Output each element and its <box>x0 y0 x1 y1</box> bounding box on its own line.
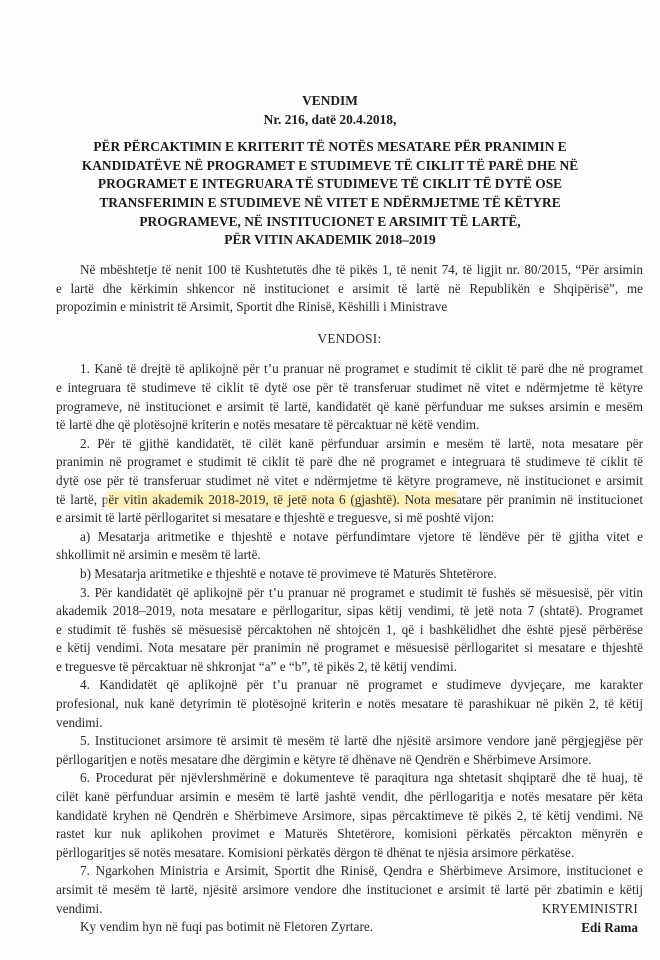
text-line: e arsimit të lartë përllogaritet si mesatare e thjeshtë e treguesve, si më poshtë vijon: <box>56 510 495 526</box>
highlighted-line <box>56 491 643 510</box>
signatory-title: KRYEMINISTRI <box>541 901 638 916</box>
text-line: e lartë dhe kërkimin shkencor në institucionet e arsimit të lartë në Republikën e Shqipërisë”, me <box>56 280 643 296</box>
text-line: 7. Ngarkohen Ministria e Arsimit, Sportit dhe Rinisë, Qendra e Shërbimeve Arsimore, institucionet e <box>80 863 643 879</box>
text-line: kandidatë kryhen në Qendrën e Shërbimeve Arsimore, sipas përcaktimeve të pikës 2, të këtij vendimi. Në <box>56 807 643 823</box>
text-segment: të lartë, p <box>56 491 109 507</box>
decision-header <box>40 92 620 250</box>
text-line: pranimin në programet e studimit të ciklit të parë dhe në programet e integruara të studimeve të ciklit të <box>56 454 643 470</box>
text-line: dytë ose për të transferuar studimet në vitet e ndërmjetme të këtyre programeve, në institucionet e arsimit <box>56 472 643 488</box>
text-line: shkollimit në arsimin e mesëm të lartë. <box>56 547 261 563</box>
text-line: 4. Kandidatët që aplikojnë për t’u pranuar në programet e studimeve dyvjeçare, me karakter <box>80 677 643 693</box>
signature-block <box>542 900 638 937</box>
text-line: Në mbështetje të nenit 100 të Kushtetutës dhe të pikës 1, të nenit 74, të ligjit nr. 80/2015, “Për arsimin <box>80 262 643 277</box>
closing-statement: Ky vendim hyn në fuqi pas botimit në Fletoren Zyrtare. <box>80 919 373 935</box>
subject-line: PROGRAMEVE, NË INSTITUCIONET E ARSIMIT TË LARTË, <box>139 213 521 229</box>
text-line: të lartë dhe që plotësojnë kriterin e notës mesatare të përcaktuar në këtë vendim. <box>56 417 480 433</box>
text-line: përllogaritjen e notës mesatare dhe dërgimin e këtyre të dhënave në Qendrën e Shërbimeve Arsimore. <box>56 751 592 767</box>
text-line: arsimit të mesëm të lartë, njësitë arsimore vendore dhe institucionet e arsimit të lartë për zbatimin e këtij <box>56 882 643 897</box>
subject-line: PËR VITIN AKADEMIK 2018–2019 <box>224 232 436 248</box>
text-line: vendimi. <box>56 714 103 730</box>
text-line: 1. Kanë të drejtë të aplikojnë për t’u pranuar në programet e studimit të ciklit të parë dhe në programet <box>80 361 643 377</box>
highlighted-text: ër vitin akademik 2018-2019, të jetë nota 6 (gjashtë). Nota mes <box>108 491 457 507</box>
text-line: a) Mesatarja aritmetike e thjeshtë e notave përfundimtare vjetore të lëndëve për të gjitha vitet e <box>80 528 643 544</box>
text-line: b) Mesatarja aritmetike e thjeshtë e notave të provimeve të Maturës Shtetërore. <box>80 565 497 581</box>
article-1 <box>56 360 643 434</box>
article-2 <box>56 435 643 584</box>
text-line: e studimit të fushës së mësuesisë përcaktohen në shtojcën 1, që i bashkëlidhet dhe është pjesë përbërëse <box>56 621 643 637</box>
text-line: e integruara të studimeve të ciklit të dytë ose për të transferuar studimet në vitet e ndërmjetme të këtyre <box>56 379 643 395</box>
subject-line: TRANSFERIMIN E STUDIMEVE NË VITET E NDËRMJETME TË KËTYRE <box>99 194 561 210</box>
article-3 <box>56 584 643 677</box>
text-line: programeve, në institucionet e arsimit të lartë, kandidatët që kanë përfunduar me sukses arsimin e mesëm <box>56 398 643 414</box>
decision-title: VENDIM <box>302 93 358 108</box>
article-6 <box>56 769 643 862</box>
subject-line: PROGRAMET E INTEGRUARA TË STUDIMEVE TË CIKLIT TË DYTË OSE <box>97 176 563 192</box>
subject-line: PËR PËRCAKTIMIN E KRITERIT TË NOTËS MESATARE PËR PRANIMIN E <box>93 139 567 155</box>
text-line: rastet kur nuk aplikohen provimet e Maturës Shtetërore, komisioni përkatës përcakton mënyrën e <box>56 826 643 842</box>
decision-number: Nr. 216, datë 20.4.2018, <box>263 111 397 127</box>
text-segment: atare për pranimin në institucionet <box>456 491 643 507</box>
article-5 <box>56 732 643 769</box>
subject-line: KANDIDATËVE NË PROGRAMET E STUDIMEVE TË CIKLIT TË PARË DHE NË <box>81 157 579 173</box>
signatory-name: Edi Rama <box>581 919 638 935</box>
preamble <box>56 261 643 317</box>
text-line: profesional, nuk kanë detyrimin të plotësojnë kriterin e notës mesatare të parashikuar në pikën 2, të këtij <box>56 696 643 712</box>
article-4 <box>56 676 643 732</box>
decision-body <box>56 261 643 937</box>
text-line: e këtij vendimi. Nota mesatare për pranimin në programet e mësuesisë përllogaritet si mesatare e thjeshtë <box>56 640 643 656</box>
text-line: akademik 2018–2019, nota mesatare e përllogaritur, sipas këtij vendimi, të jetë nota 7 (shtatë). Programet <box>56 603 643 619</box>
text-line: 2. Për të gjithë kandidatët, të cilët kanë përfunduar arsimin e mesëm të lartë, nota mesatare për <box>80 435 643 451</box>
decides-heading: VENDOSI: <box>317 330 382 346</box>
text-line: 3. Për kandidatët që aplikojnë për t’u pranuar në programet e studimit të fushës së mësuesisë, për vitin <box>80 584 643 600</box>
text-line: 6. Procedurat për njëvlershmërinë e dokumenteve të paraqitura nga shtetasit shqiptarë dhe të huaj, të <box>80 770 643 786</box>
text-line: përllogaritjes së notës mesatare. Komisioni përkatës dërgon të dhënat te njësia arsimore përkatëse. <box>56 844 575 860</box>
text-line: propozimin e ministrit të Arsimit, Sportit dhe Rinisë, Këshilli i Ministrave <box>56 299 448 315</box>
text-line: e treguesve të përcaktuar në shkronjat “a” e “b”, të pikës 2, të këtij vendimi. <box>56 658 457 674</box>
text-line: cilët kanë përfunduar arsimin e mesëm të lartë jashtë vendit, dhe përllogaritja e notës mesatare për këta <box>56 789 643 805</box>
text-line: vendimi. <box>56 900 103 916</box>
text-line: 5. Institucionet arsimore të arsimit të mesëm të lartë dhe njësitë arsimore vendore janë përgjegjëse për <box>80 733 643 749</box>
